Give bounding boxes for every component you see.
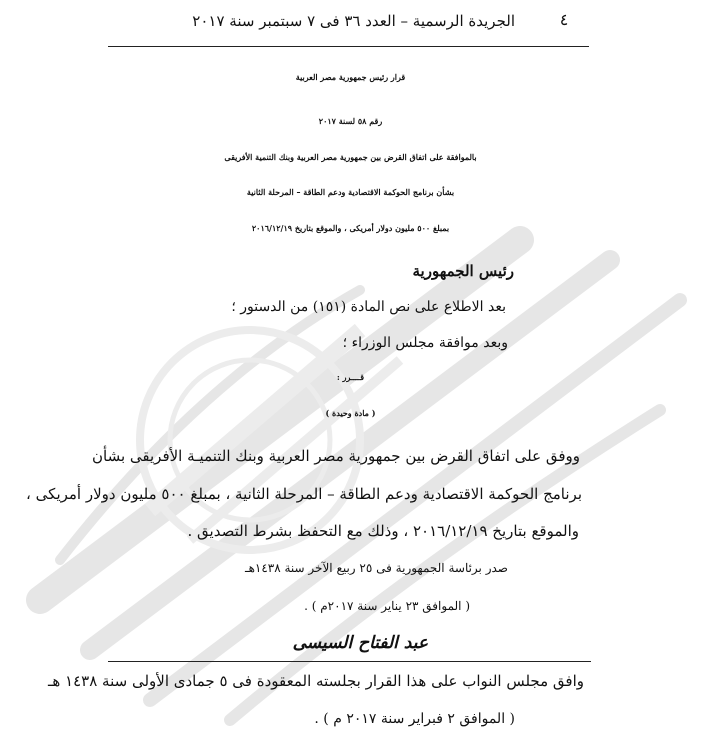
decree-subject-line: بمبلغ ٥٠٠ مليون دولار أمريكى ، والموقع بتاريخ ٢٠١٦/١٢/١٩ [251,223,450,233]
issuer-heading: رئيس الجمهورية [412,262,514,280]
page-number: ٤ [559,10,569,29]
signature-divider [108,661,591,662]
preamble-line: بعد الاطلاع على نص المادة (١٥١) من الدستور ؛ [231,299,506,315]
sole-article-heading: ( مادة وحيدة ) [325,408,376,418]
issued-date-line: صدر برئاسة الجمهورية فى ٢٥ ربيع الآخر سنة ١٤٣٨هـ [245,561,508,575]
header-divider [108,46,589,47]
president-signature: عبد الفتاح السيسى [292,633,428,653]
article-body-line: برنامج الحوكمة الاقتصادية ودعم الطاقة – المرحلة الثانية ، بمبلغ ٥٠٠ مليون دولار أمريكى ، [26,485,582,503]
decree-number: رقم ٥٨ لسنة ٢٠١٧ [318,116,383,126]
decided-heading: قــــرر : [336,372,365,382]
article-body-line: ووفق على اتفاق القرض بين جمهورية مصر العربية وبنك التنميـة الأفريقى بشأن [92,447,580,465]
running-header: الجريدة الرسمية – العدد ٣٦ فى ٧ سبتمبر سنة ٢٠١٧ [192,12,515,30]
decree-subject-line: بشأن برنامج الحوكمة الاقتصادية ودعم الطاقة – المرحلة الثانية [246,187,455,197]
parliament-approval-line: وافق مجلس النواب على هذا القرار بجلسته المعقودة فى ٥ جمادى الأولى سنة ١٤٣٨ هـ [47,672,584,690]
parliament-approval-line: ( الموافق ٢ فبراير سنة ٢٠١٧ م ) . [314,711,515,727]
decree-subject-line: بالموافقة على اتفاق القرض بين جمهورية مصر العربية وبنك التنمية الأفريقى [224,152,477,162]
decree-title: قرار رئيس جمهورية مصر العربية [295,72,406,82]
issued-date-line: ( الموافق ٢٣ يناير سنة ٢٠١٧م ) . [304,599,470,613]
preamble-line: وبعد موافقة مجلس الوزراء ؛ [342,335,508,351]
article-body-line: والموقع بتاريخ ٢٠١٦/١٢/١٩ ، وذلك مع التحفظ بشرط التصديق . [187,522,579,540]
